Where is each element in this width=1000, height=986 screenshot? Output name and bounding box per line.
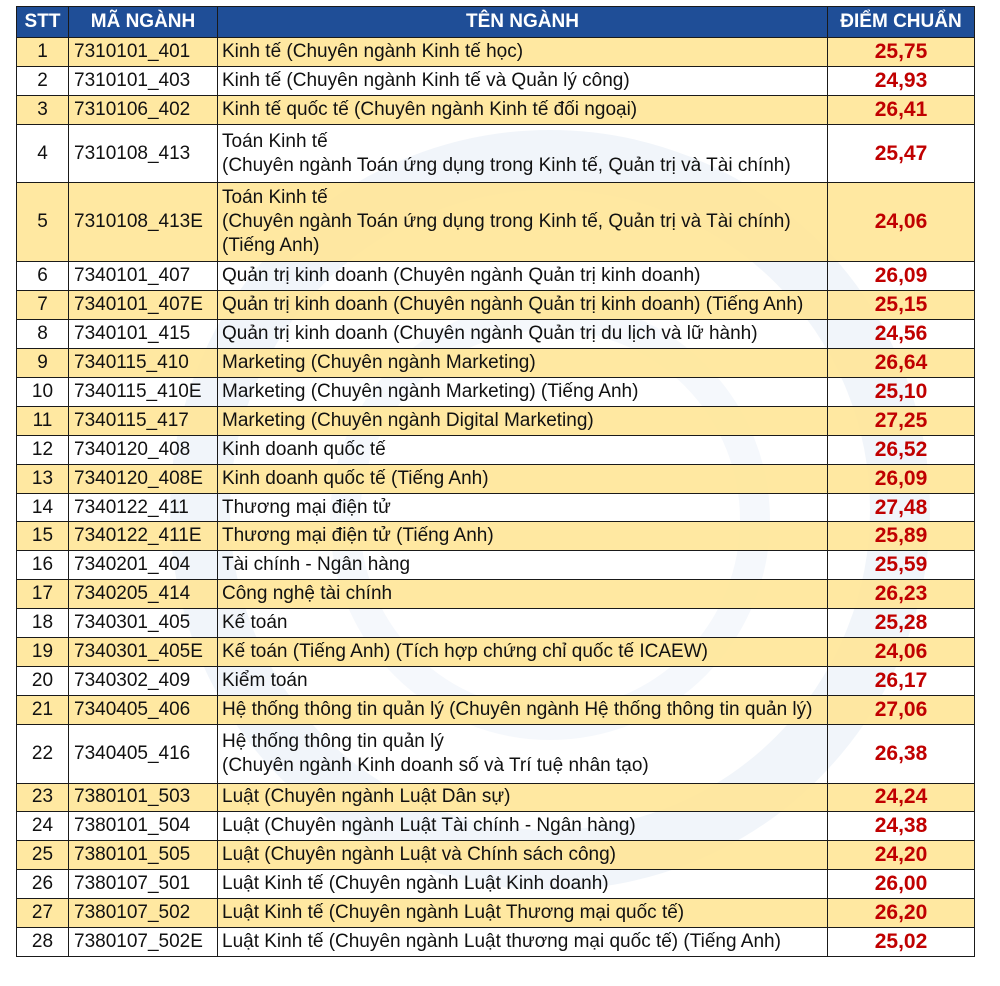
table-row bbox=[17, 841, 975, 870]
row-code: 7340301_405E bbox=[69, 638, 218, 667]
row-name-line: (Chuyên ngành Toán ứng dụng trong Kinh tế, Quản trị và Tài chính) bbox=[222, 211, 791, 233]
row-name bbox=[218, 522, 828, 551]
row-code: 7310106_402 bbox=[69, 95, 218, 124]
row-name-line: Luật Kinh tế (Chuyên ngành Luật Kinh doanh) bbox=[222, 873, 609, 895]
row-code: 7340115_410E bbox=[69, 378, 218, 407]
table-row bbox=[17, 493, 975, 522]
row-score: 27,48 bbox=[828, 493, 975, 522]
row-name bbox=[218, 695, 828, 724]
row-code: 7340405_406 bbox=[69, 695, 218, 724]
row-score: 26,09 bbox=[828, 464, 975, 493]
row-stt: 20 bbox=[17, 666, 69, 695]
row-score: 26,64 bbox=[828, 349, 975, 378]
table-row bbox=[17, 124, 975, 183]
table-row bbox=[17, 638, 975, 667]
row-stt: 11 bbox=[17, 406, 69, 435]
row-score: 24,06 bbox=[828, 183, 975, 262]
row-code: 7340122_411 bbox=[69, 493, 218, 522]
row-code: 7340405_416 bbox=[69, 724, 218, 783]
row-score: 25,89 bbox=[828, 522, 975, 551]
table-row bbox=[17, 580, 975, 609]
row-stt: 3 bbox=[17, 95, 69, 124]
row-name bbox=[218, 38, 828, 67]
row-score: 24,20 bbox=[828, 841, 975, 870]
row-stt: 1 bbox=[17, 38, 69, 67]
row-name bbox=[218, 378, 828, 407]
table-row bbox=[17, 38, 975, 67]
row-code: 7310108_413E bbox=[69, 183, 218, 262]
row-stt: 5 bbox=[17, 183, 69, 262]
row-stt: 23 bbox=[17, 783, 69, 812]
header-stt: STT bbox=[17, 7, 69, 38]
row-code: 7380101_505 bbox=[69, 841, 218, 870]
row-score: 24,93 bbox=[828, 66, 975, 95]
table-row bbox=[17, 812, 975, 841]
row-score: 25,47 bbox=[828, 124, 975, 183]
header-name: TÊN NGÀNH bbox=[218, 7, 828, 38]
row-score: 25,59 bbox=[828, 551, 975, 580]
row-name-line: Kinh tế (Chuyên ngành Kinh tế và Quản lý công) bbox=[222, 69, 630, 91]
table-row bbox=[17, 899, 975, 928]
row-code: 7340122_411E bbox=[69, 522, 218, 551]
row-name bbox=[218, 349, 828, 378]
row-name bbox=[218, 183, 828, 262]
row-stt: 13 bbox=[17, 464, 69, 493]
table-row bbox=[17, 291, 975, 320]
row-score: 26,52 bbox=[828, 435, 975, 464]
row-score: 25,10 bbox=[828, 378, 975, 407]
row-code: 7310101_403 bbox=[69, 66, 218, 95]
table-body bbox=[17, 38, 975, 957]
table-row bbox=[17, 320, 975, 349]
row-stt: 26 bbox=[17, 870, 69, 899]
row-name bbox=[218, 812, 828, 841]
row-score: 27,25 bbox=[828, 406, 975, 435]
row-score: 26,41 bbox=[828, 95, 975, 124]
row-name-line: Kinh tế quốc tế (Chuyên ngành Kinh tế đối ngoại) bbox=[222, 98, 638, 120]
row-name bbox=[218, 262, 828, 291]
row-name bbox=[218, 320, 828, 349]
row-name-line: Kinh doanh quốc tế (Tiếng Anh) bbox=[222, 467, 489, 489]
row-name-line: Toán Kinh tế bbox=[222, 187, 328, 209]
row-code: 7340205_414 bbox=[69, 580, 218, 609]
table-row bbox=[17, 783, 975, 812]
row-score: 24,56 bbox=[828, 320, 975, 349]
table-row bbox=[17, 551, 975, 580]
row-score: 24,24 bbox=[828, 783, 975, 812]
row-name bbox=[218, 666, 828, 695]
row-name-line: Luật (Chuyên ngành Luật Dân sự) bbox=[222, 786, 511, 808]
row-name bbox=[218, 783, 828, 812]
row-score: 25,75 bbox=[828, 38, 975, 67]
row-stt: 22 bbox=[17, 724, 69, 783]
row-score: 26,38 bbox=[828, 724, 975, 783]
row-name-line: Quản trị kinh doanh (Chuyên ngành Quản trị kinh doanh) bbox=[222, 265, 701, 287]
row-name-line: Hệ thống thông tin quản lý (Chuyên ngành Hệ thống thông tin quản lý) bbox=[222, 698, 813, 720]
row-code: 7340201_404 bbox=[69, 551, 218, 580]
table-row bbox=[17, 349, 975, 378]
row-name-line: Công nghệ tài chính bbox=[222, 583, 393, 605]
row-stt: 10 bbox=[17, 378, 69, 407]
row-name bbox=[218, 841, 828, 870]
row-name bbox=[218, 609, 828, 638]
table-row bbox=[17, 724, 975, 783]
row-name-line: Tài chính - Ngân hàng bbox=[222, 554, 411, 576]
row-stt: 12 bbox=[17, 435, 69, 464]
row-name-line: Toán Kinh tế bbox=[222, 130, 328, 152]
row-score: 26,17 bbox=[828, 666, 975, 695]
row-stt: 25 bbox=[17, 841, 69, 870]
row-code: 7380107_501 bbox=[69, 870, 218, 899]
row-score: 25,02 bbox=[828, 927, 975, 956]
row-name bbox=[218, 124, 828, 183]
row-stt: 27 bbox=[17, 899, 69, 928]
row-name-line: Luật (Chuyên ngành Luật Tài chính - Ngân hàng) bbox=[222, 815, 636, 837]
table-row bbox=[17, 522, 975, 551]
row-name bbox=[218, 95, 828, 124]
row-name bbox=[218, 927, 828, 956]
row-name-line: (Chuyên ngành Toán ứng dụng trong Kinh tế, Quản trị và Tài chính) bbox=[222, 154, 791, 176]
row-code: 7380107_502E bbox=[69, 927, 218, 956]
row-name-line: Kế toán (Tiếng Anh) (Tích hợp chứng chỉ quốc tế ICAEW) bbox=[222, 640, 708, 662]
row-name-line: Marketing (Chuyên ngành Marketing) bbox=[222, 352, 536, 374]
row-code: 7380107_502 bbox=[69, 899, 218, 928]
row-code: 7380101_503 bbox=[69, 783, 218, 812]
row-name-line: Kế toán bbox=[222, 612, 288, 634]
row-code: 7340101_407 bbox=[69, 262, 218, 291]
row-name-line: Kinh doanh quốc tế bbox=[222, 438, 386, 460]
row-code: 7340115_410 bbox=[69, 349, 218, 378]
row-stt: 9 bbox=[17, 349, 69, 378]
row-code: 7340301_405 bbox=[69, 609, 218, 638]
table-row bbox=[17, 262, 975, 291]
row-stt: 24 bbox=[17, 812, 69, 841]
row-stt: 17 bbox=[17, 580, 69, 609]
row-name bbox=[218, 406, 828, 435]
row-stt: 15 bbox=[17, 522, 69, 551]
table-row bbox=[17, 406, 975, 435]
admission-score-table bbox=[16, 6, 975, 957]
row-code: 7340115_417 bbox=[69, 406, 218, 435]
row-name bbox=[218, 551, 828, 580]
row-stt: 18 bbox=[17, 609, 69, 638]
row-name-line: Marketing (Chuyên ngành Digital Marketing) bbox=[222, 409, 594, 431]
table-row bbox=[17, 464, 975, 493]
table-row bbox=[17, 695, 975, 724]
row-name-line: Kiểm toán bbox=[222, 669, 308, 691]
row-name bbox=[218, 291, 828, 320]
row-code: 7340120_408E bbox=[69, 464, 218, 493]
row-name-line: Thương mại điện tử bbox=[222, 496, 391, 518]
row-code: 7340101_407E bbox=[69, 291, 218, 320]
row-name-line: Luật (Chuyên ngành Luật và Chính sách công) bbox=[222, 844, 616, 866]
table-row bbox=[17, 435, 975, 464]
row-stt: 16 bbox=[17, 551, 69, 580]
table-row bbox=[17, 666, 975, 695]
row-name bbox=[218, 580, 828, 609]
row-name bbox=[218, 435, 828, 464]
row-name bbox=[218, 870, 828, 899]
row-name-line: Quản trị kinh doanh (Chuyên ngành Quản trị kinh doanh) (Tiếng Anh) bbox=[222, 294, 804, 316]
row-name bbox=[218, 464, 828, 493]
row-score: 27,06 bbox=[828, 695, 975, 724]
row-score: 26,00 bbox=[828, 870, 975, 899]
row-name-line: Hệ thống thông tin quản lý bbox=[222, 730, 444, 752]
row-code: 7310101_401 bbox=[69, 38, 218, 67]
row-stt: 2 bbox=[17, 66, 69, 95]
row-stt: 28 bbox=[17, 927, 69, 956]
row-code: 7340101_415 bbox=[69, 320, 218, 349]
row-name-line: (Tiếng Anh) bbox=[222, 235, 320, 257]
row-stt: 19 bbox=[17, 638, 69, 667]
row-score: 24,38 bbox=[828, 812, 975, 841]
table-row bbox=[17, 183, 975, 262]
table-header-row bbox=[17, 7, 975, 38]
row-score: 26,09 bbox=[828, 262, 975, 291]
row-score: 25,28 bbox=[828, 609, 975, 638]
row-name bbox=[218, 638, 828, 667]
row-stt: 21 bbox=[17, 695, 69, 724]
row-score: 26,23 bbox=[828, 580, 975, 609]
row-code: 7380101_504 bbox=[69, 812, 218, 841]
row-name-line: Luật Kinh tế (Chuyên ngành Luật thương mại quốc tế) (Tiếng Anh) bbox=[222, 930, 781, 952]
row-code: 7340120_408 bbox=[69, 435, 218, 464]
row-code: 7310108_413 bbox=[69, 124, 218, 183]
header-score: ĐIỂM CHUẨN bbox=[828, 7, 975, 38]
row-name-line: Marketing (Chuyên ngành Marketing) (Tiếng Anh) bbox=[222, 380, 639, 402]
row-name-line: Quản trị kinh doanh (Chuyên ngành Quản trị du lịch và lữ hành) bbox=[222, 323, 758, 345]
table-row bbox=[17, 609, 975, 638]
row-stt: 6 bbox=[17, 262, 69, 291]
row-name-line: Luật Kinh tế (Chuyên ngành Luật Thương mại quốc tế) bbox=[222, 902, 685, 924]
table-row bbox=[17, 95, 975, 124]
table-row bbox=[17, 378, 975, 407]
row-score: 25,15 bbox=[828, 291, 975, 320]
row-name bbox=[218, 724, 828, 783]
row-name bbox=[218, 899, 828, 928]
row-name-line: Kinh tế (Chuyên ngành Kinh tế học) bbox=[222, 40, 524, 62]
row-score: 26,20 bbox=[828, 899, 975, 928]
table-row bbox=[17, 66, 975, 95]
row-stt: 14 bbox=[17, 493, 69, 522]
row-stt: 8 bbox=[17, 320, 69, 349]
row-name bbox=[218, 493, 828, 522]
header-code: MÃ NGÀNH bbox=[69, 7, 218, 38]
table-row bbox=[17, 870, 975, 899]
row-name-line: (Chuyên ngành Kinh doanh số và Trí tuệ nhân tạo) bbox=[222, 754, 649, 776]
row-name-line: Thương mại điện tử (Tiếng Anh) bbox=[222, 525, 494, 547]
row-name bbox=[218, 66, 828, 95]
table-row bbox=[17, 927, 975, 956]
row-stt: 4 bbox=[17, 124, 69, 183]
row-code: 7340302_409 bbox=[69, 666, 218, 695]
row-stt: 7 bbox=[17, 291, 69, 320]
row-score: 24,06 bbox=[828, 638, 975, 667]
